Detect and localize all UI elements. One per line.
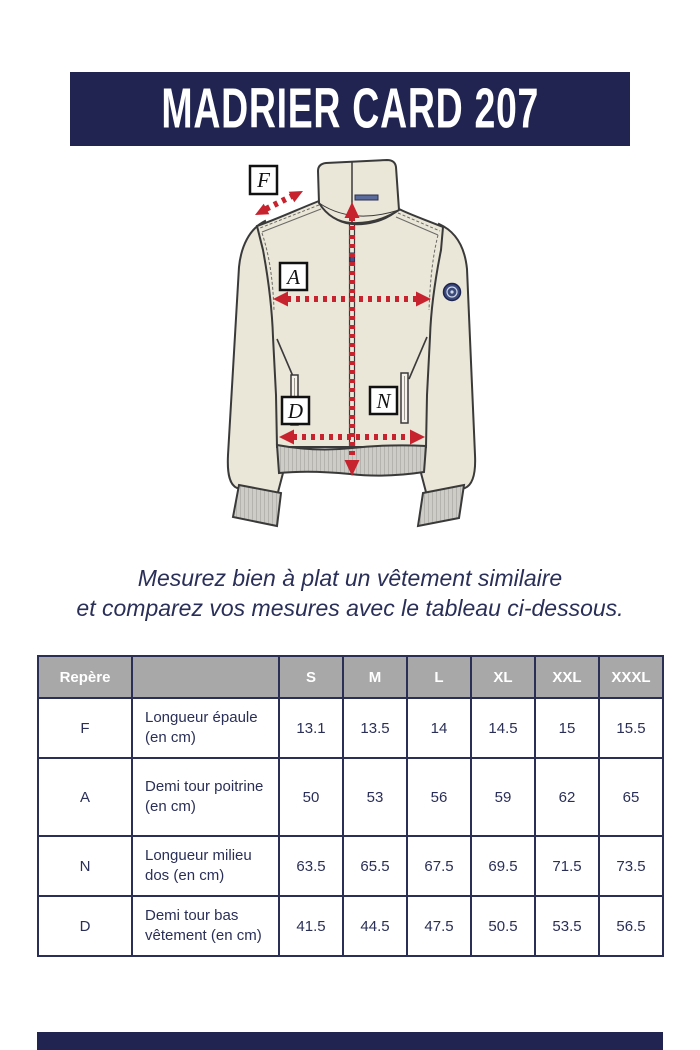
row-value: 65 [599, 758, 663, 836]
label-f: F [257, 168, 270, 192]
size-column-header: S [279, 656, 343, 698]
row-value: 67.5 [407, 836, 471, 896]
row-code: F [38, 698, 132, 758]
measure-instructions [0, 563, 700, 623]
size-table-header-row [38, 656, 663, 698]
row-value: 65.5 [343, 836, 407, 896]
row-label: Demi tour bas vêtement (en cm) [132, 896, 279, 956]
row-label: Demi tour poitrine (en cm) [132, 758, 279, 836]
row-value: 47.5 [407, 896, 471, 956]
title-banner [70, 72, 630, 146]
left-cuff [233, 485, 281, 526]
label-d: D [287, 399, 304, 423]
label-box-f [250, 166, 277, 194]
size-column-header: XXL [535, 656, 599, 698]
row-value: 53 [343, 758, 407, 836]
row-value: 53.5 [535, 896, 599, 956]
row-value: 63.5 [279, 836, 343, 896]
footer-accent-bar [37, 1032, 663, 1050]
row-code: A [38, 758, 132, 836]
sleeve-badge-icon [444, 284, 461, 301]
jacket-collar [318, 160, 399, 223]
size-table-body [38, 698, 663, 956]
row-value: 13.5 [343, 698, 407, 758]
row-value: 15 [535, 698, 599, 758]
row-value: 59 [471, 758, 535, 836]
row-value: 14.5 [471, 698, 535, 758]
collar-inner-band [355, 195, 378, 200]
row-value: 50 [279, 758, 343, 836]
row-value: 13.1 [279, 698, 343, 758]
size-column-header: L [407, 656, 471, 698]
row-code: D [38, 896, 132, 956]
label-box-d [282, 397, 309, 424]
table-row [38, 896, 663, 956]
row-value: 15.5 [599, 698, 663, 758]
row-value: 56 [407, 758, 471, 836]
label-box-a [280, 263, 307, 290]
page-title: MADRIER CARD 207 [161, 77, 539, 141]
jacket-measurement-diagram [215, 155, 495, 545]
label-n: N [376, 389, 391, 413]
instructions-line-2: et comparez vos mesures avec le tableau ci-dessous. [76, 595, 624, 621]
label-a: A [287, 265, 300, 289]
size-column-header: XL [471, 656, 535, 698]
size-column-header: XXXL [599, 656, 663, 698]
row-value: 62 [535, 758, 599, 836]
size-column-header: M [343, 656, 407, 698]
row-value: 14 [407, 698, 471, 758]
row-value: 44.5 [343, 896, 407, 956]
row-value: 50.5 [471, 896, 535, 956]
row-value: 73.5 [599, 836, 663, 896]
row-value: 69.5 [471, 836, 535, 896]
size-column-header: Repère [38, 656, 132, 698]
table-row [38, 698, 663, 758]
row-value: 71.5 [535, 836, 599, 896]
row-label: Longueur épaule (en cm) [132, 698, 279, 758]
table-row [38, 836, 663, 896]
label-box-n [370, 387, 397, 414]
instructions-line-1: Mesurez bien à plat un vêtement similaire [137, 565, 563, 591]
size-column-header [132, 656, 279, 698]
size-table [37, 655, 664, 957]
table-row [38, 758, 663, 836]
row-label: Longueur milieu dos (en cm) [132, 836, 279, 896]
row-code: N [38, 836, 132, 896]
row-value: 56.5 [599, 896, 663, 956]
row-value: 41.5 [279, 896, 343, 956]
